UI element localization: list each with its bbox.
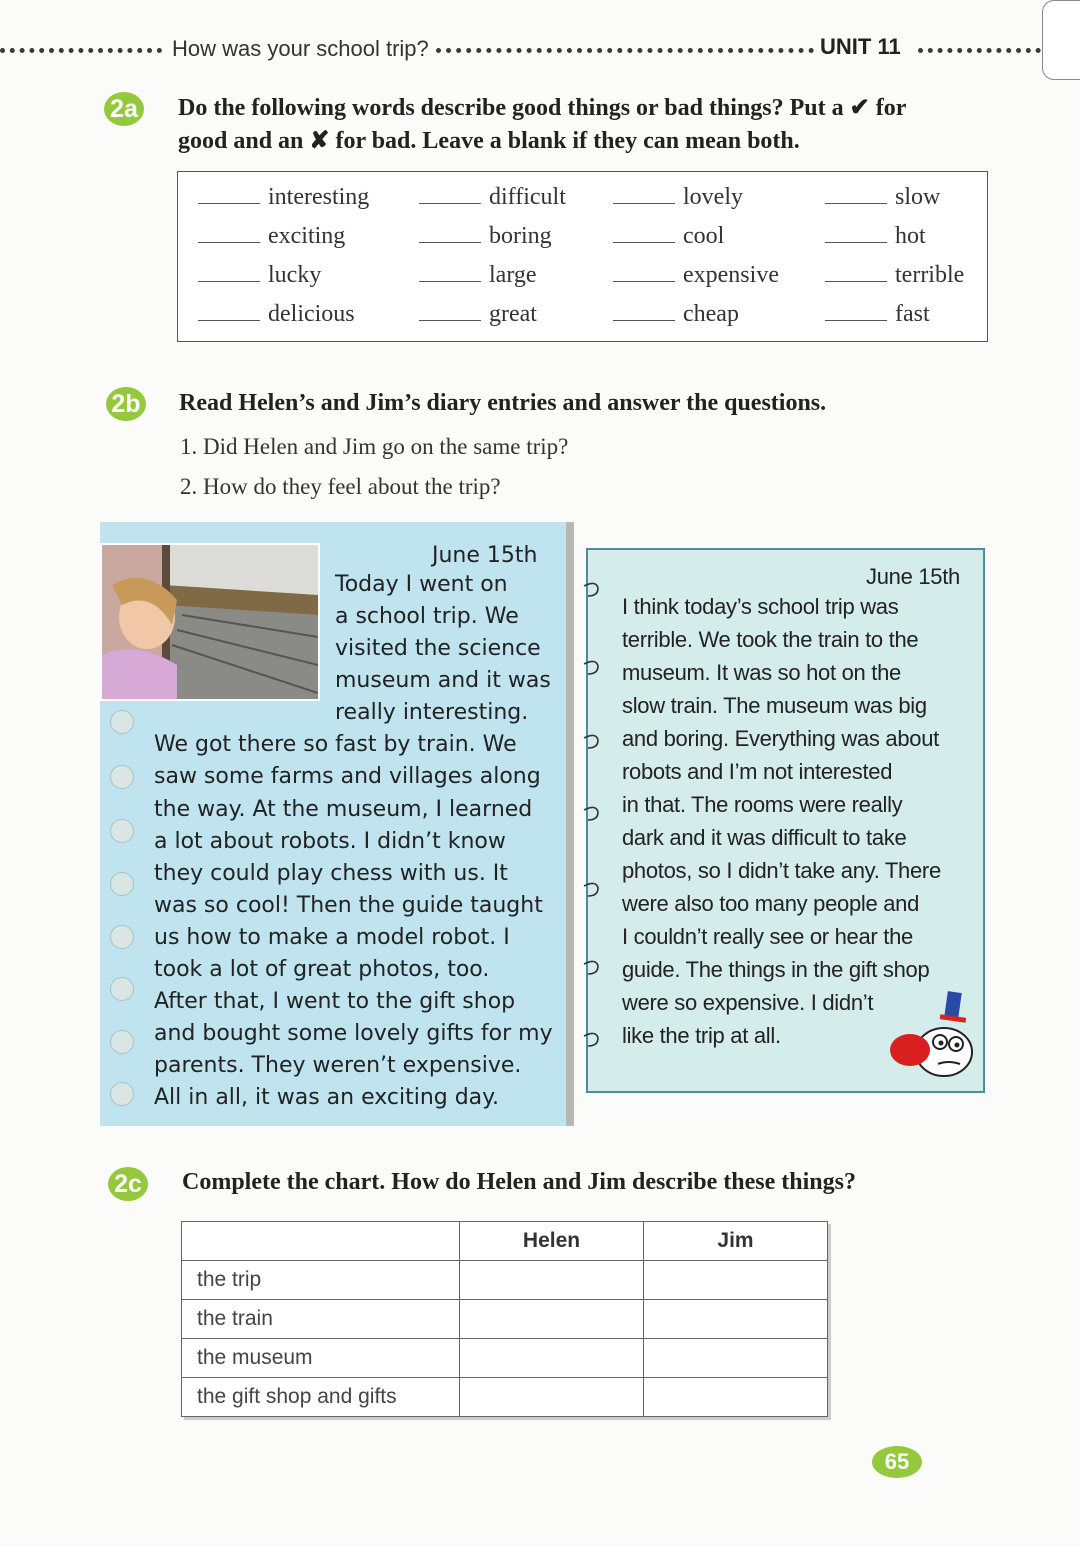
spiral-hook-icon	[582, 958, 602, 978]
chart-header	[182, 1222, 460, 1261]
word-row	[178, 184, 987, 223]
helen-line: and bought some lovely gifts for my	[154, 1021, 553, 1046]
helen-line: All in all, it was an exciting day.	[154, 1085, 500, 1110]
jim-line: museum. It was so hot on the	[622, 660, 901, 685]
binder-ring	[110, 977, 134, 1001]
chart-header: Jim	[644, 1222, 828, 1261]
row-label: the museum	[182, 1339, 460, 1378]
helen-line: museum and it was	[335, 668, 551, 693]
binder-ring	[110, 925, 134, 949]
answer-cell[interactable]	[460, 1261, 644, 1300]
answer-cell[interactable]	[644, 1339, 828, 1378]
table-row	[182, 1339, 828, 1378]
cartoon-face-icon	[890, 990, 976, 1080]
girl-on-train-photo	[100, 543, 320, 701]
answer-blank[interactable]	[825, 320, 887, 321]
instruction-2b: Read Helen’s and Jim’s diary entries and answer the questions.	[179, 390, 827, 416]
jim-line: I think today’s school trip was	[622, 594, 899, 619]
helen-line: saw some farms and villages along	[154, 764, 541, 789]
helen-date: June 15th	[432, 543, 538, 568]
helen-line: really interesting.	[335, 700, 529, 725]
word-item[interactable]: fast	[825, 301, 930, 328]
exercise-badge-2c: 2c	[108, 1167, 148, 1201]
jim-line: guide. The things in the gift shop	[622, 957, 930, 982]
spiral-hook-icon	[582, 880, 602, 900]
diary-spine	[566, 522, 574, 1126]
answer-blank[interactable]	[198, 320, 260, 321]
jim-line: terrible. We took the train to the	[622, 627, 919, 652]
jim-date: June 15th	[866, 564, 960, 589]
word-item[interactable]: hot	[825, 223, 926, 250]
word-row	[178, 301, 987, 340]
helen-line: they could play chess with us. It	[154, 861, 508, 886]
chart-header-row	[182, 1222, 828, 1261]
answer-blank[interactable]	[613, 203, 675, 204]
table-row	[182, 1261, 828, 1300]
binder-ring	[110, 710, 134, 734]
helen-line: a lot about robots. I didn’t know	[154, 829, 506, 854]
jim-line: photos, so I didn’t take any. There	[622, 858, 941, 883]
page-header	[0, 32, 1080, 68]
header-title: How was your school trip?	[172, 36, 429, 61]
word-item[interactable]: difficult	[419, 184, 566, 211]
word-item[interactable]: slow	[825, 184, 940, 211]
dotted-rule	[0, 48, 162, 53]
binder-ring	[110, 765, 134, 789]
instruction-2a	[178, 92, 906, 158]
header-unit: UNIT 11	[820, 34, 901, 59]
answer-blank[interactable]	[419, 242, 481, 243]
answer-blank[interactable]	[198, 281, 260, 282]
comparison-chart	[181, 1221, 828, 1417]
word-row	[178, 223, 987, 262]
helen-line: Today I went on	[335, 572, 508, 597]
word-item[interactable]: boring	[419, 223, 552, 250]
jim-line: and boring. Everything was about	[622, 726, 939, 751]
jim-line: were also too many people and	[622, 891, 920, 916]
helen-line: After that, I went to the gift shop	[154, 989, 516, 1014]
binder-ring	[110, 872, 134, 896]
chart-header: Helen	[460, 1222, 644, 1261]
jim-line: robots and I’m not interested	[622, 759, 893, 784]
page-tab	[1042, 0, 1080, 80]
word-item[interactable]: expensive	[613, 262, 779, 289]
helen-line: the way. At the museum, I learned	[154, 797, 533, 822]
word-item[interactable]: cool	[613, 223, 724, 250]
answer-blank[interactable]	[825, 281, 887, 282]
helen-line: a school trip. We	[335, 604, 519, 629]
jim-line: dark and it was difficult to take	[622, 825, 907, 850]
answer-blank[interactable]	[825, 203, 887, 204]
answer-blank[interactable]	[419, 203, 481, 204]
answer-cell[interactable]	[460, 1339, 644, 1378]
word-item[interactable]: cheap	[613, 301, 739, 328]
helen-line: parents. They weren’t expensive.	[154, 1053, 522, 1078]
word-grid	[177, 171, 988, 342]
jim-line: were so expensive. I didn’t	[622, 990, 874, 1015]
answer-blank[interactable]	[825, 242, 887, 243]
page-number: 65	[872, 1446, 922, 1478]
table-row	[182, 1378, 828, 1417]
row-label: the gift shop and gifts	[182, 1378, 460, 1417]
word-item[interactable]: great	[419, 301, 537, 328]
dotted-rule	[436, 48, 814, 53]
word-item[interactable]: exciting	[198, 223, 345, 250]
binder-ring	[110, 1030, 134, 1054]
instruction-2a-line1: Do the following words describe good things or bad things? Put a ✔ for	[178, 95, 907, 121]
word-item[interactable]: interesting	[198, 184, 369, 211]
word-item[interactable]: lucky	[198, 262, 321, 289]
helen-line: was so cool! Then the guide taught	[154, 893, 543, 918]
word-item[interactable]: large	[419, 262, 537, 289]
answer-cell[interactable]	[644, 1261, 828, 1300]
answer-blank[interactable]	[419, 281, 481, 282]
exercise-badge-2b: 2b	[106, 387, 146, 421]
jim-diary	[586, 548, 985, 1093]
exercise-badge-2a: 2a	[104, 92, 144, 126]
word-item[interactable]: delicious	[198, 301, 355, 328]
helen-line: visited the science	[335, 636, 541, 661]
binder-ring	[110, 819, 134, 843]
instruction-2c: Complete the chart. How do Helen and Jim describe these things?	[182, 1169, 856, 1195]
jim-line: in that. The rooms were really	[622, 792, 903, 817]
answer-blank[interactable]	[198, 203, 260, 204]
answer-cell[interactable]	[644, 1300, 828, 1339]
answer-blank[interactable]	[613, 320, 675, 321]
answer-blank[interactable]	[613, 242, 675, 243]
row-label: the trip	[182, 1261, 460, 1300]
row-label: the train	[182, 1300, 460, 1339]
helen-diary	[100, 522, 566, 1126]
table-row	[182, 1300, 828, 1339]
helen-line: took a lot of great photos, too.	[154, 957, 490, 982]
word-row	[178, 262, 987, 301]
answer-blank[interactable]	[198, 242, 260, 243]
helen-line: us how to make a model robot. I	[154, 925, 510, 950]
instruction-2a-line2: good and an ✘ for bad. Leave a blank if they can mean both.	[178, 128, 800, 154]
answer-cell[interactable]	[460, 1300, 644, 1339]
spiral-hook-icon	[582, 732, 602, 752]
answer-cell[interactable]	[644, 1378, 828, 1417]
helen-line: We got there so fast by train. We	[154, 732, 517, 757]
jim-line: I couldn’t really see or hear the	[622, 924, 913, 949]
jim-line: like the trip at all.	[622, 1023, 781, 1048]
answer-cell[interactable]	[460, 1378, 644, 1417]
word-item[interactable]: lovely	[613, 184, 743, 211]
spiral-hook-icon	[582, 804, 602, 824]
word-item[interactable]: terrible	[825, 262, 964, 289]
spiral-hook-icon	[582, 580, 602, 600]
spiral-hook-icon	[582, 658, 602, 678]
binder-ring	[110, 1082, 134, 1106]
spiral-hook-icon	[582, 1030, 602, 1050]
question-1: 1. Did Helen and Jim go on the same trip?	[180, 434, 569, 459]
jim-line: slow train. The museum was big	[622, 693, 927, 718]
answer-blank[interactable]	[419, 320, 481, 321]
answer-blank[interactable]	[613, 281, 675, 282]
question-2: 2. How do they feel about the trip?	[180, 474, 501, 499]
